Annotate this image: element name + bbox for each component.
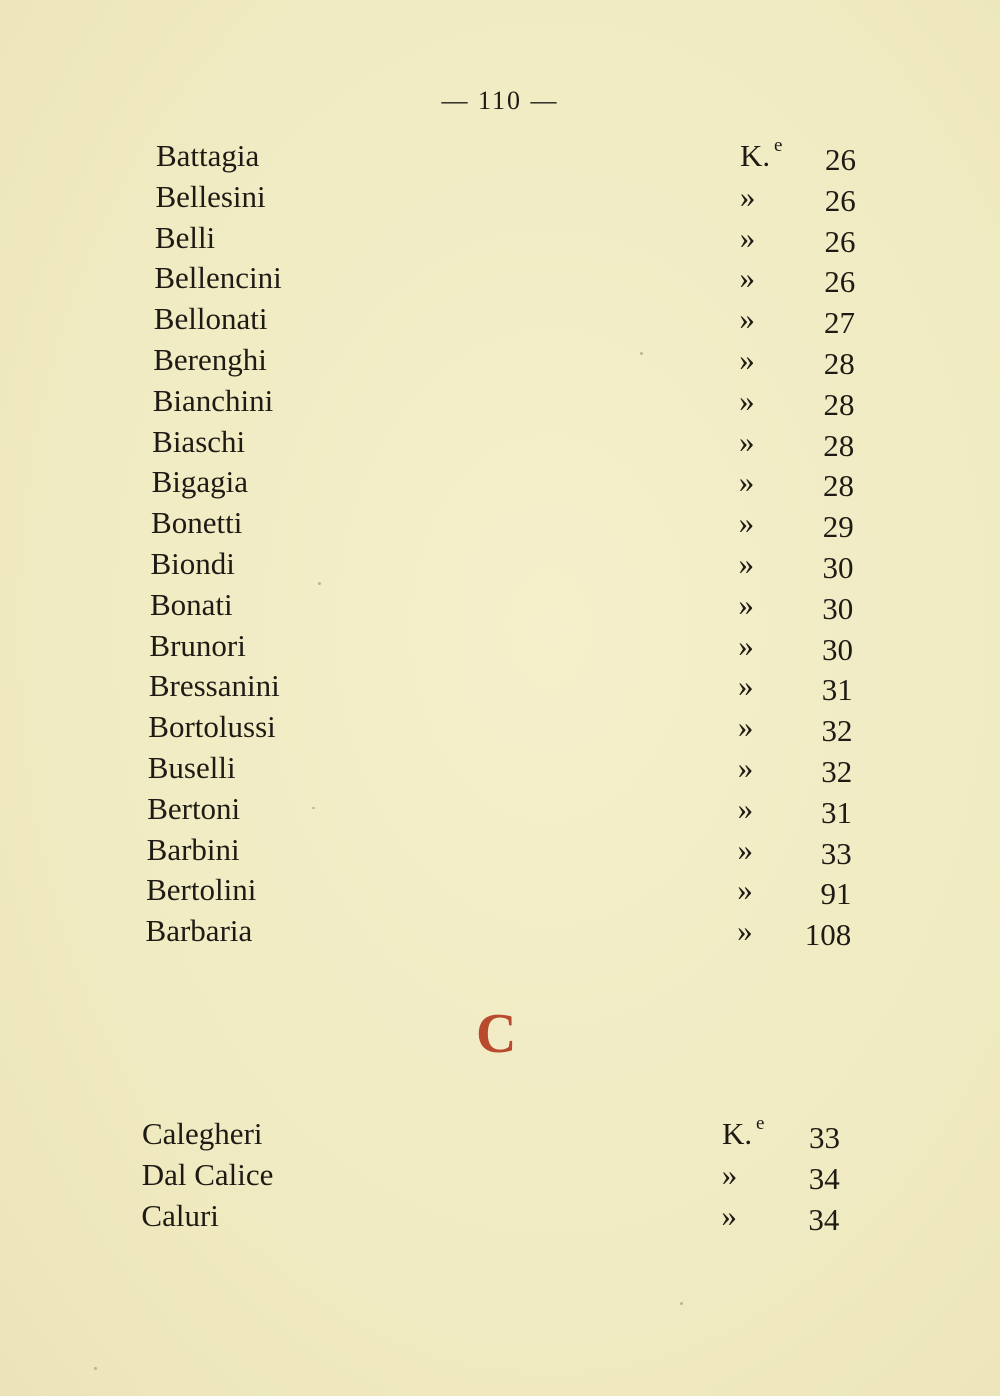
entry-name: Caluri <box>141 1198 219 1233</box>
entry-number: 27 <box>823 305 855 341</box>
entry-number: 28 <box>822 468 854 504</box>
entry-name: Bianchini <box>152 382 274 418</box>
index-entry <box>142 1155 902 1195</box>
entry-name: Bellencini <box>154 260 282 296</box>
ditto-marker: » <box>737 750 754 785</box>
entry-number: 28 <box>823 346 855 381</box>
entry-name: Berenghi <box>153 342 267 377</box>
abbreviation-marker: K. <box>740 138 771 173</box>
entry-number: 28 <box>823 427 855 463</box>
abbreviation-superscript: e <box>774 135 783 156</box>
entry-number: 30 <box>822 590 854 626</box>
index-entry <box>155 177 915 217</box>
ditto-marker: » <box>738 464 755 500</box>
ditto-marker: » <box>737 790 754 826</box>
index-entry <box>148 707 908 747</box>
abbreviation-marker: K. <box>722 1116 753 1151</box>
index-entry <box>152 422 912 462</box>
entry-name: Calegheri <box>142 1116 263 1151</box>
entry-number: 30 <box>822 550 854 585</box>
entry-number: 31 <box>820 794 852 830</box>
paper-speck <box>680 1302 683 1305</box>
index-entry <box>151 544 911 584</box>
entry-number: 31 <box>821 672 853 708</box>
ditto-marker: » <box>737 831 753 867</box>
entry-number: 26 <box>825 142 856 177</box>
entry-number: 33 <box>820 835 852 871</box>
index-entry <box>152 462 912 502</box>
entry-number: 26 <box>824 264 856 300</box>
entry-number: 32 <box>821 754 853 789</box>
ditto-marker: » <box>738 586 754 622</box>
entry-number: 30 <box>821 631 853 667</box>
entry-number: 108 <box>804 917 852 953</box>
entry-name: Bressanini <box>148 668 280 704</box>
entry-number: 91 <box>820 876 852 912</box>
paper-speck <box>94 1367 97 1370</box>
entry-number: 26 <box>824 182 856 218</box>
ditto-marker: » <box>739 260 756 296</box>
entry-name: Biondi <box>150 546 235 581</box>
entry-number: 29 <box>822 509 854 545</box>
ditto-marker: » <box>721 1157 738 1192</box>
ditto-marker: » <box>738 423 755 459</box>
ditto-marker: » <box>739 382 755 418</box>
entry-name: Barbini <box>146 831 240 867</box>
ditto-marker: » <box>739 342 755 377</box>
index-entry <box>149 626 909 666</box>
entry-name: Barbaria <box>145 913 253 949</box>
entry-name: Bortolussi <box>148 709 276 745</box>
ditto-marker: » <box>737 872 753 908</box>
ditto-marker: » <box>738 668 754 704</box>
entry-name: Battagia <box>156 138 260 173</box>
entry-name: Buselli <box>147 750 236 785</box>
ditto-marker: » <box>738 546 754 581</box>
ditto-marker: » <box>721 1198 737 1233</box>
ditto-marker: » <box>738 505 755 541</box>
entry-name: Bellonati <box>153 301 268 337</box>
index-entry <box>149 666 909 706</box>
entry-name: Bigagia <box>151 464 249 500</box>
index-entry <box>150 585 910 625</box>
paper-speck <box>318 582 321 585</box>
entry-number: 28 <box>823 386 855 422</box>
entry-number: 26 <box>824 223 856 259</box>
index-entry <box>155 218 915 258</box>
index-entry <box>153 340 913 380</box>
entry-name: Belli <box>154 219 216 255</box>
section-letter-c: C <box>476 1003 517 1065</box>
ditto-marker: » <box>739 301 755 337</box>
page-number: — 110 — <box>441 86 559 115</box>
index-entry <box>147 789 907 829</box>
index-entry <box>148 748 908 788</box>
ditto-marker: » <box>739 219 756 255</box>
paper-speck <box>640 352 643 355</box>
ditto-marker: » <box>737 913 753 949</box>
entry-number: 34 <box>808 1161 840 1196</box>
entry-name: Bonetti <box>151 505 243 541</box>
entry-name: Bertolini <box>146 872 257 908</box>
entry-number: 34 <box>808 1202 840 1237</box>
index-entry <box>154 258 914 298</box>
paper-speck <box>312 807 315 809</box>
entry-name: Bertoni <box>147 790 241 826</box>
index-entry <box>156 136 916 176</box>
entry-name: Dal Calice <box>141 1157 274 1192</box>
index-entry <box>146 911 906 951</box>
index-entry <box>147 830 907 870</box>
index-entry <box>154 299 914 339</box>
entry-name: Brunori <box>149 627 246 663</box>
entry-number: 33 <box>809 1120 840 1155</box>
abbreviation-superscript: e <box>756 1113 765 1134</box>
index-entry <box>153 381 913 421</box>
entry-number: 32 <box>821 713 853 749</box>
entry-name: Bonati <box>149 586 233 622</box>
ditto-marker: » <box>739 178 756 214</box>
index-entry <box>142 1114 902 1154</box>
entry-name: Bellesini <box>155 178 266 214</box>
index-entry <box>146 870 906 910</box>
entry-name: Biaschi <box>152 423 246 459</box>
ditto-marker: » <box>738 627 754 663</box>
index-entry <box>141 1196 901 1236</box>
index-entry <box>151 503 911 543</box>
ditto-marker: » <box>737 709 754 745</box>
